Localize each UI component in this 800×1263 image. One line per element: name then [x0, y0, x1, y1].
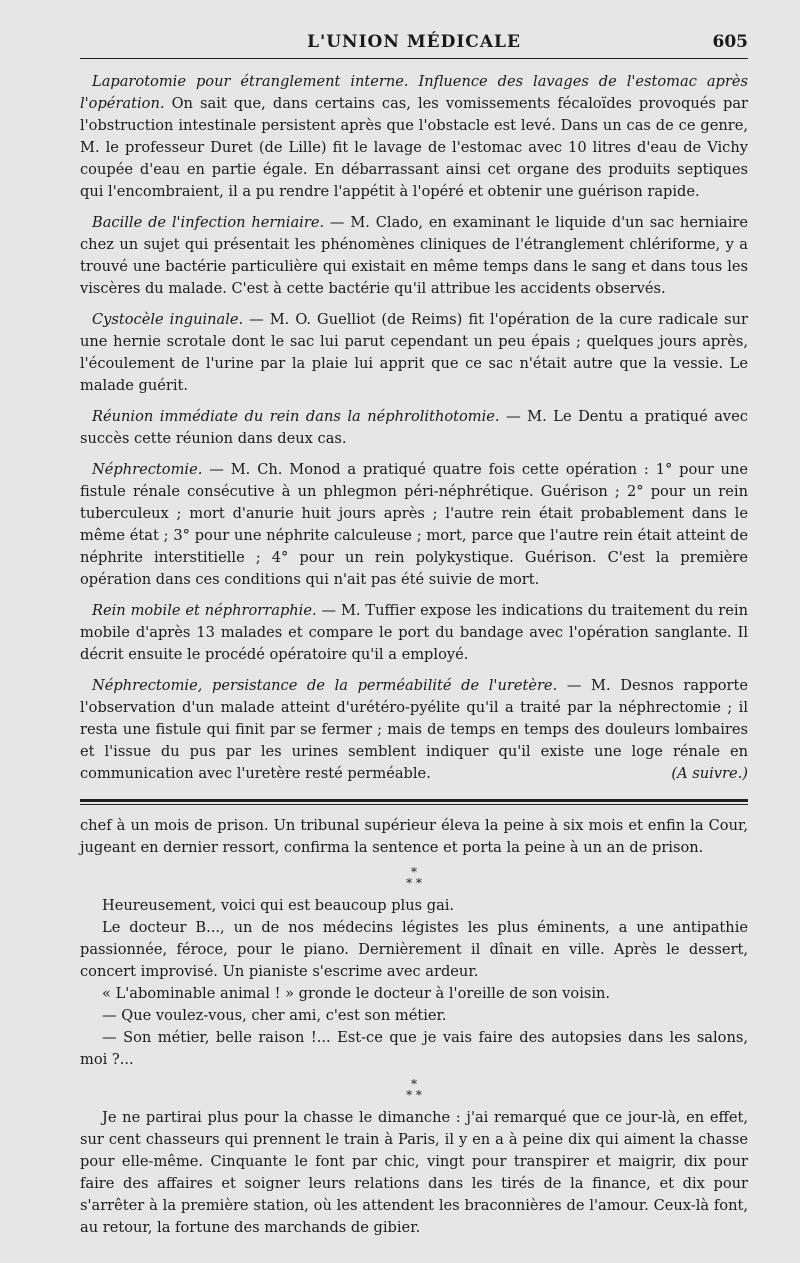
- note-bacille: [80, 212, 748, 300]
- anecdote-paragraph: — Que voulez-vous, cher ami, c'est son métier.: [102, 1007, 447, 1024]
- note-nephrectomie: [80, 459, 748, 591]
- note-rein-mobile: [80, 600, 748, 666]
- page-number: 605: [712, 32, 748, 52]
- note-title: Néphrectomie.: [92, 461, 203, 478]
- asterism: [80, 867, 748, 889]
- anecdote-paragraph: « L'abominable animal ! » gronde le docteur à l'oreille de son voisin.: [102, 985, 611, 1002]
- anecdote-paragraph: Je ne partirai plus pour la chasse le dimanche : j'ai remarqué que ce jour-là, en effet, sur cent chasseurs qui prennent le train à Paris, il y en a à peine dix qui aiment la chasse pour elle-même. Cinquante le font par chic, vingt pour transpirer et maigrir, dix pour faire des affaires et soigner leurs relations dans les tirés de la finance, et dix pour s'arrêter à la première station, où les attendent les braconnières de l'amour. Ceux-là font, au retour, la fortune des marchands de gibier.: [80, 1109, 748, 1236]
- note-title: Réunion immédiate du rein dans la néphrolithotomie.: [92, 408, 500, 425]
- note-text: On sait que, dans certains cas, les vomissements fécaloïdes provoqués par l'obstruction intestinale persistent après que l'obstacle est levé. Dans un cas de ce genre, M. le professeur Duret (de Lille) fit le lavage de l'estomac avec 10 litres d'eau de Vichy coupée d'eau en partie égale. En débarrassant ainsi cet organe des produits septiques qui l'encombraient, il a pu rendre l'appétit à l'opéré et obtenir une guérison rapide.: [80, 95, 748, 200]
- anecdote-paragraph: — Son métier, belle raison !... Est-ce que je vais faire des autopsies dans les salons, moi ?...: [80, 1029, 748, 1068]
- asterism-bottom: * *: [406, 1088, 422, 1102]
- note-text: — M. Ch. Monod a pratiqué quatre fois cette opération : 1° pour une fistule rénale consécutive à un phlegmon péri-néphrétique. Guérison ; 2° pour un rein tuberculeux ; mort d'anurie huit jours après ; l'autre rein était probablement dans le même état ; 3° pour une néphrite calculeuse ; mort, parce que l'autre rein était atteint de néphrite interstitielle ; 4° pour un rein polykystique. Guérison. C'est la première opération dans ces conditions qui n'ait pas été suivie de mort.: [80, 461, 748, 588]
- note-cystocele: [80, 309, 748, 397]
- journal-title: L'UNION MÉDICALE: [307, 32, 521, 52]
- asterism-top: *: [411, 865, 417, 879]
- note-text: — M. Desnos rapporte l'observation d'un malade atteint d'urétéro-pyélite qu'il a traité par la néphrectomie ; il resta une fistule qui finit par se fermer ; mais de temps en temps des douleurs lombaires et l'issue du pus par les urines semblent indiquer qu'il existe une loge rénale en communication avec l'uretère resté perméable.: [80, 677, 749, 782]
- note-text: — M. Le Dentu a pratiqué avec succès cette réunion dans deux cas.: [80, 408, 748, 447]
- anecdotes-column: [80, 815, 748, 1239]
- continuation-text: chef à un mois de prison. Un tribunal supérieur éleva la peine à six mois et enfin la Cour, jugeant en dernier ressort, confirma la sentence et porta la peine à un an de prison.: [80, 817, 748, 856]
- note-title: Rein mobile et néphrorraphie.: [92, 602, 317, 619]
- note-text: — M. Clado, en examinant le liquide d'un sac herniaire chez un sujet qui présentait les phénomènes cliniques de l'étranglement chlériforme, y a trouvé une bactérie particulière qui existait en même temps dans le sang et dans tous les viscères du malade. C'est à cette bactérie qu'il attribue les accidents observés.: [80, 214, 748, 297]
- note-title: Cystocèle inguinale.: [92, 311, 244, 328]
- note-title: Bacille de l'infection herniaire.: [92, 214, 325, 231]
- note-uretere: [80, 675, 748, 785]
- note-title: Néphrectomie, persistance de la perméabilité de l'uretère.: [92, 677, 558, 694]
- section-divider: [80, 799, 748, 805]
- note-text: — M. Tuffier expose les indications du traitement du rein mobile d'après 13 malades et compare le port du bandage avec l'opération sanglante. Il décrit ensuite le procédé opératoire qu'il a employé.: [80, 602, 748, 663]
- note-title: Laparotomie pour étranglement interne. Influence des lavages de l'estomac après l'opération.: [80, 73, 748, 112]
- running-head: [80, 28, 748, 59]
- asterism: [80, 1079, 748, 1101]
- note-laparotomie: [80, 71, 748, 203]
- surgical-notes: [80, 71, 748, 785]
- suite-mention: (A suivre.): [671, 765, 748, 782]
- anecdote-paragraph: Heureusement, voici qui est beaucoup plus gai.: [102, 897, 455, 914]
- anecdote-paragraph: Le docteur B..., un de nos médecins légistes les plus éminents, a une antipathie passionnée, féroce, pour le piano. Dernièrement il dînait en ville. Après le dessert, concert improvisé. Un pianiste s'escrime avec ardeur.: [80, 919, 748, 980]
- note-text: — M. O. Guelliot (de Reims) fit l'opération de la cure radicale sur une hernie scrotale dont le sac lui parut cependant un peu épais ; quelques jours après, l'écoulement de l'urine par la plaie lui apprit que ce sac n'était autre que la vessie. Le malade guérit.: [80, 311, 748, 394]
- asterism-top: *: [411, 1077, 417, 1091]
- note-reunion: [80, 406, 748, 450]
- asterism-bottom: * *: [406, 876, 422, 890]
